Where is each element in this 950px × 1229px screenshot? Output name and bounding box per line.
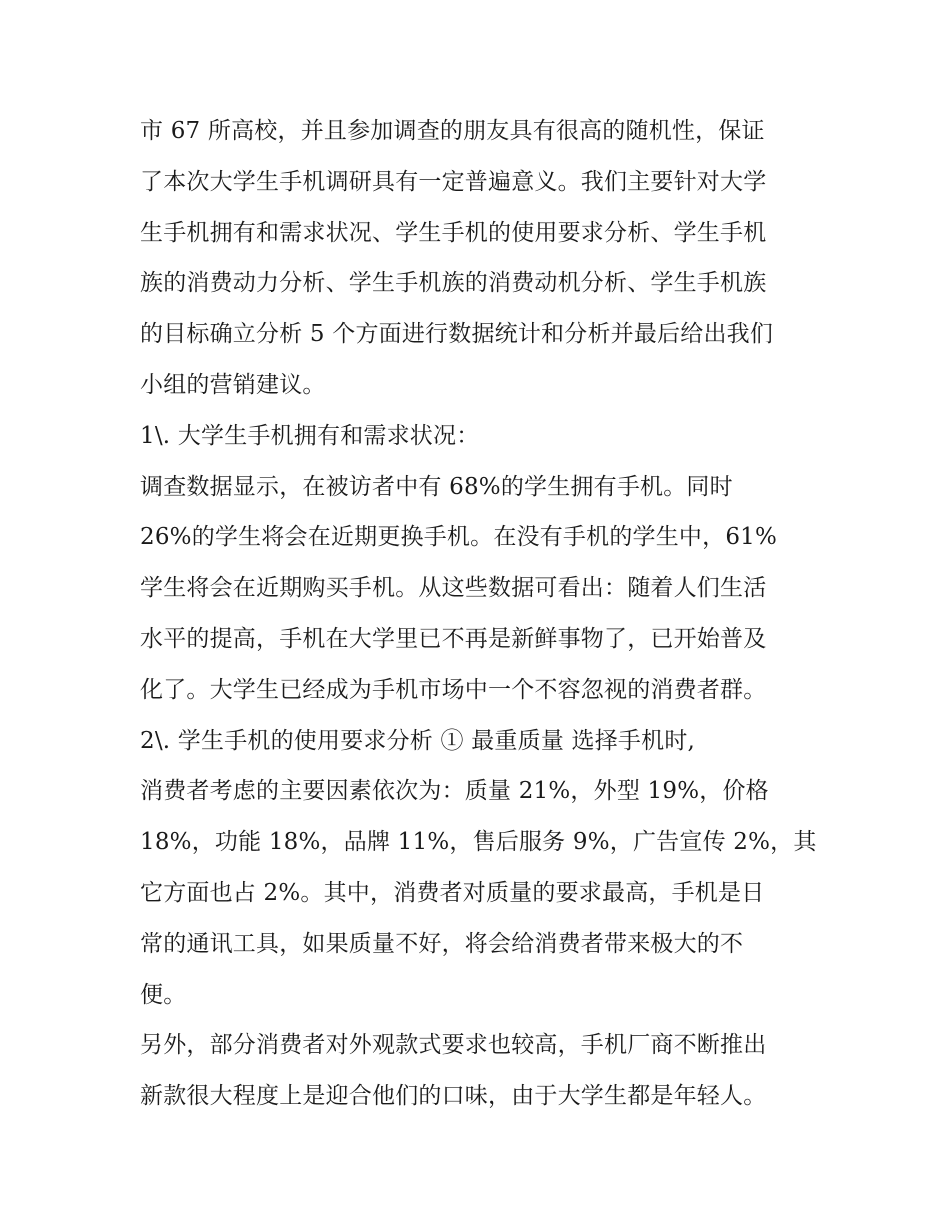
text-line: 另外，部分消费者对外观款式要求也较高，手机厂商不断推出: [140, 1032, 767, 1059]
text-line: 了本次大学生手机调研具有一定普遍意义。我们主要针对大学: [140, 168, 767, 195]
text-line: 生手机拥有和需求状况、学生手机的使用要求分析、学生手机: [140, 219, 767, 246]
section-heading-2: 2\. 学生手机的使用要求分析 ① 最重质量 选择手机时,: [140, 727, 696, 754]
text-line: 调查数据显示，在被访者中有 68%的学生拥有手机。同时: [140, 473, 733, 500]
text-line: 它方面也占 2%。其中，消费者对质量的要求最高，手机是日: [140, 879, 765, 906]
text-line: 的目标确立分析 5 个方面进行数据统计和分析并最后给出我们: [140, 321, 774, 348]
text-line: 族的消费动力分析、学生手机族的消费动机分析、学生手机族: [140, 270, 767, 297]
text-line: 常的通讯工具，如果质量不好，将会给消费者带来极大的不: [140, 930, 744, 957]
text-line: 消费者考虑的主要因素依次为：质量 21%，外型 19%，价格: [140, 778, 769, 805]
text-line: 便。: [140, 981, 187, 1008]
text-line: 学生将会在近期购买手机。从这些数据可看出：随着人们生活: [140, 575, 767, 602]
section-heading-1: 1\. 大学生手机拥有和需求状况：: [140, 422, 480, 449]
text-line: 18%，功能 18%，品牌 11%，售后服务 9%，广告宣传 2%，其: [140, 829, 817, 856]
text-line: 化了。大学生已经成为手机市场中一个不容忽视的消费者群。: [140, 676, 767, 703]
document-body: [140, 106, 830, 1122]
text-line: 水平的提高，手机在大学里已不再是新鲜事物了，已开始普及: [140, 625, 767, 652]
text-line: 市 67 所高校，并且参加调查的朋友具有很高的随机性，保证: [140, 118, 765, 144]
text-line: 小组的营销建议。: [140, 371, 326, 398]
text-line: 新款很大程度上是迎合他们的口味，由于大学生都是年轻人。: [140, 1083, 767, 1110]
text-line: 26%的学生将会在近期更换手机。在没有手机的学生中，61%: [140, 524, 778, 551]
